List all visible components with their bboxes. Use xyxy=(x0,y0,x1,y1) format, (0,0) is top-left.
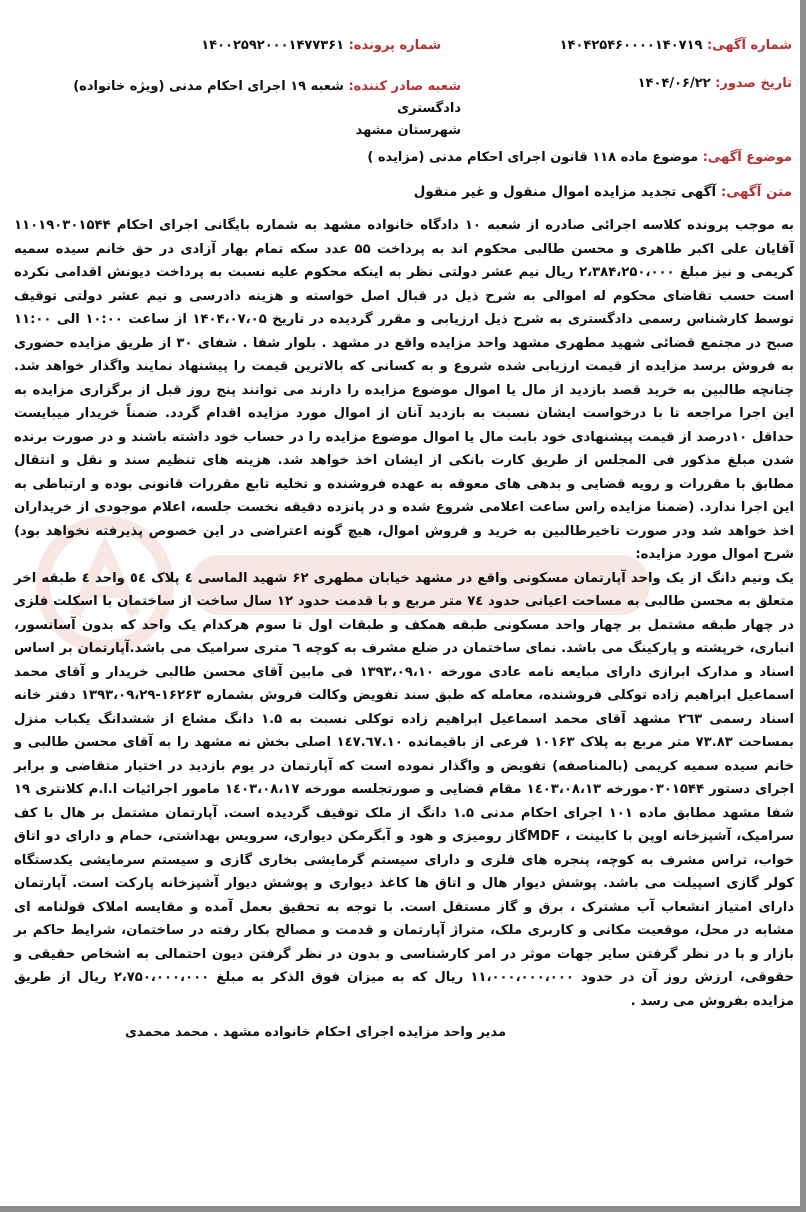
ad-text xyxy=(414,184,792,200)
ad-number-label: شماره آگهی: xyxy=(706,38,792,53)
issuing-branch-label: شعبه صادر کننده: xyxy=(348,79,461,94)
issuing-branch-line1: شعبه ۱۹ اجرای احکام مدنی (ویژه خانواده) دادگستری xyxy=(73,79,461,116)
subject-label: موضوع آگهی: xyxy=(702,150,792,165)
issue-date xyxy=(638,76,792,91)
body-paragraph-1: به موجب پرونده کلاسه اجرائی صادره از شعبه ۱۰ دادگاه خانواده مشهد به شماره بایگانی اجرای احکام ۱۱۰۱۹۰۳۰۱۵۴۴ آقایان علی اکبر طاهری و محسن طالبی محکوم اند به پرداخت ۵۵ عدد سکه تمام بهار آزادی در حق خانم سیده سمیه کریمی و نیز مبلغ ۲،۳۸۴،۲۵۰،۰۰۰ ریال نیم عشر دولتی نظر به اینکه محکوم علیه نسبت به پرداخت دیونش اقدامی نکرده است حسب تقاضای محکوم له اموالی به شرح ذیل در قبال اصل خواسته و هزینه دادرسی و نیم عشر دولتی توقیف توسط کارشناس رسمی دادگستری به شرح ذیل ارزیابی و مقرر گردیده در تاریخ ۱۴۰۴،۰۷،۰۵ از ساعت ۱۰:۰۰ الی ۱۱:۰۰ صبح در مجتمع قضائی شهید مطهری مشهد واحد مزایده واقع در مشهد . بلوار شفا . شفای ۳۰ از طریق مزایده حضوری به فروش برسد مزایده از قیمت ارزیابی شده شروع و به کسانی که بالاترین قیمت را پیشنهاد نمایند واگذار خواهد شد. چنانچه طالبین به خرید قصد بازدید از مال یا اموال موضوع مزایده را دارند می توانند پنج روز قبل از برگزاری مزایده به این اجرا مراجعه تا با درخواست ایشان نسبت به بازدید آنان از اموال مورد مزایده اقدام گردد. ضمناً خریدار میبایست حداقل ۱۰درصد از قیمت پیشنهادی خود بابت مال یا اموال موضوع مزایده را در حساب خود داشته باشند و در صورت برنده شدن مبلغ مذکور فی المجلس از طریق کارت بانکی از ایشان اخذ خواهد شد. هزینه های تنظیم سند و نقل و انتقال مطابق با مقررات و رویه قضایی و بدهی های معوقه به عهده فروشنده و تخلیه تابع مقررات قانونی بوده و ارتباطی به این اجرا ندارد. (ضمنا مزایده راس ساعت اعلامی شروع شده و در پانزده دقیقه نخست جلسه، اعلام موجودی از خریداران اخذ خواهد شد ودر صورت تاخیرطالبین به خرید و فروش اموال، هیچ گونه اعتراضی در این خصوص پذیرفته نخواهد بود) شرح اموال مورد مزایده: xyxy=(14,218,795,562)
ad-body xyxy=(14,214,794,1013)
case-number xyxy=(201,38,441,53)
ad-number-value: ۱۴۰۴۲۵۴۶۰۰۰۰۱۴۰۷۱۹ xyxy=(559,38,703,53)
subject-value: موضوع ماده ۱۱۸ قانون اجرای احکام مدنی (مزایده ) xyxy=(367,150,699,165)
issuing-branch-line2: شهرستان مشهد xyxy=(355,123,461,138)
case-number-value: ۱۴۰۰۲۵۹۲۰۰۰۱۴۷۷۳۶۱ xyxy=(201,38,345,53)
issuing-branch xyxy=(61,76,461,142)
ad-text-value: آگهی تجدید مزایده اموال منقول و غیر منقول xyxy=(413,184,717,200)
subject xyxy=(367,150,792,165)
issue-date-value: ۱۴۰۴/۰۶/۲۲ xyxy=(637,76,711,91)
issue-date-label: تاریخ صدور: xyxy=(715,76,792,91)
case-number-label: شماره پرونده: xyxy=(348,38,441,53)
signature: مدیر واحد مزایده اجرای احکام خانواده مشهد . محمد محمدی xyxy=(125,1025,506,1040)
ad-text-label: متن آگهی: xyxy=(720,184,792,200)
body-paragraph-2: یک ونیم دانگ از یک واحد آپارتمان مسکونی واقع در مشهد خیابان مطهری ۶۲ شهید الماسی ٤ پلاک ٥٤ واحد ٤ طبقه اخر متعلق به محسن طالبی به مساحت اعیانی حدود ۷٤ متر مربع و با قدمت حدود ۱۲ سال ساخت از ساختمان با اسکلت فلزی در چهار طبقه مشتمل بر چهار واحد مسکونی طبقه همکف و طبقات اول تا سوم هرکدام یک واحد که بدون آسانسور، انباری، خرپشته و پارکینگ می باشد. نمای ساختمان در ضلع مشرف به کوچه ٦ متری سرامیک می باشد.آپارتمان بر اساس اسناد و مدارک ابرازی دارای مبایعه نامه عادی مورخه ۱۳۹۳،۰۹،۱۰ فی مابین آقای محسن طالبی خریدار و آقای محمد اسماعیل ابراهیم زاده توکلی فروشنده، معامله که طبق سند تفویض وکالت فروش بشماره ۱۶۲۶۳-۱۳۹۳،۰۹،۲۹ دفتر خانه اسناد رسمی ۲٦۳ مشهد آقای محمد اسماعیل ابراهیم زاده توکلی نسبت به ۱.۵ دانگ مشاع از ششدانگ یکباب منزل بمساحت ۷۳.۸۳ متر مربع به پلاک ۱۰۱۶۳ فرعی از باقیمانده ۱٤۷.٦۷.۱۰ اصلی بخش نه مشهد را به آقای محسن طالبی و خانم سیده سمیه کریمی (بالمناصفه) تفویض و واگذار نموده است که آپارتمان در یوم بازدید در اختیار متقاضی و برابر اجرای دستور ۰۳۰۱۵۴۴مورخه ۱٤۰۳،۰۸،۱۳ مقام قضایی و صورتجلسه مورخه ۱٤۰۳،۰۸،۱۷ مامور اجرائیات ا.ا.م کلانتری ۱۹ شفا مشهد مطابق ماده ۱۰۱ اجرای احکام مدنی ۱.۵ دانگ از ملک توقیف گردیده است. آپارتمان مشتمل بر هال با کف سرامیک، آشپزخانه اوپن با کابینت ، MDFگاز رومیزی و هود و آبگرمکن دیواری، سرویس بهداشتی، حمام و دارای دو اتاق خواب، تراس مشرف به کوچه، پنجره های فلزی و دارای سیستم گرمایشی بخاری گازی و سیستم سرمایشی یکدستگاه کولر گازی اسپیلت می باشد. پوشش دیوار هال و اتاق ها کاغذ دیواری و پوشش دیوار آشپزخانه پارکت است. آپارتمان دارای امتیاز انشعاب آب مشترک ، برق و گاز مستقل است. با توجه به تحقیق بعمل آمده و مقایسه املاک قولنامه ای مشابه در محل، موقعیت مکانی و کاربری ملک، متراژ آپارتمان و قدمت و مصالح بکار رفته در ساختمان، شرایط حاکم بر بازار و با در نظر گرفتن سایر جهات موثر در امر کارشناسی و بدون در نظر گرفتن دیون احتمالی به اشخاص حقیقی و حقوقی، ارزش روز آن در حدود ۱۱،۰۰۰،۰۰۰،۰۰۰ ریال که به میزان فوق الذکر به مبلغ ۲،۷۵۰،۰۰۰،۰۰۰ ریال از طریق مزایده بفروش می رسد . xyxy=(14,570,795,1009)
ad-number xyxy=(560,38,792,53)
